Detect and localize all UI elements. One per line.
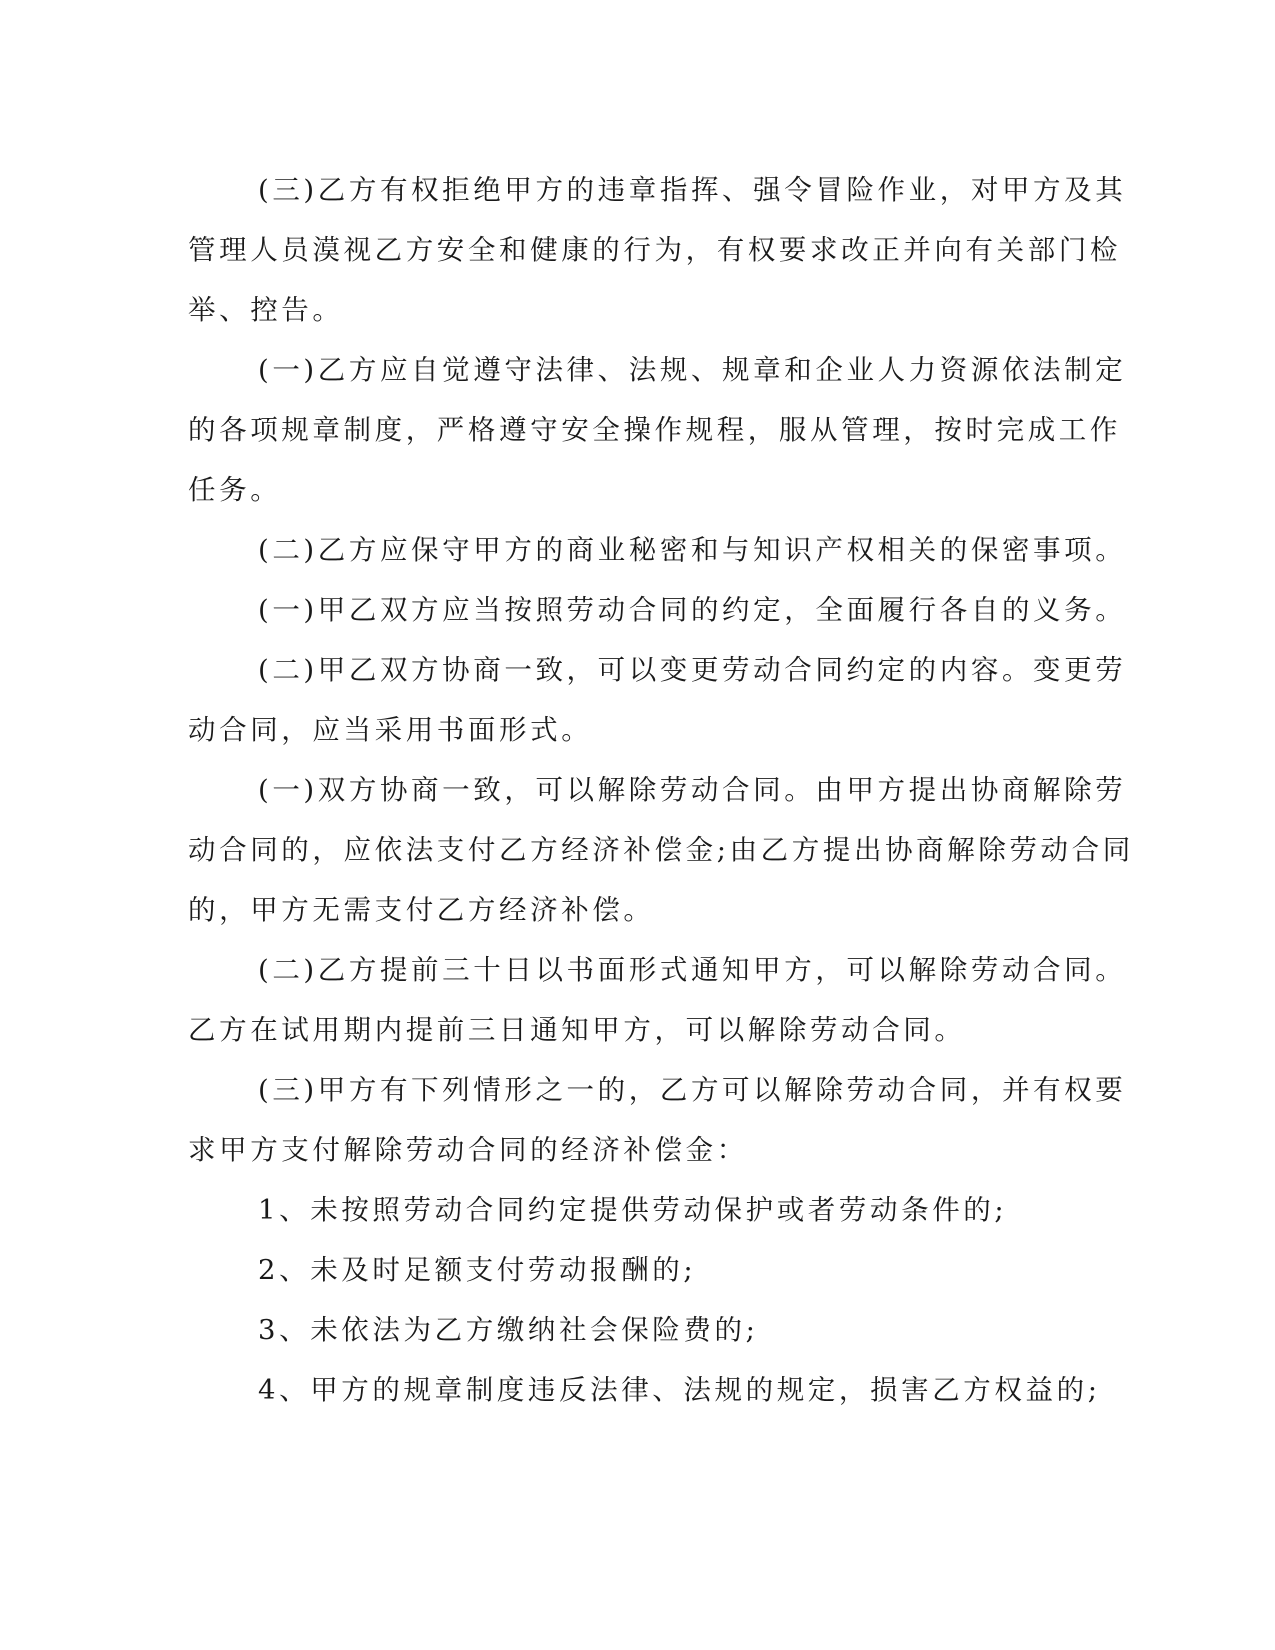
- paragraph-change-contract: [188, 640, 1127, 760]
- list-item-text: 4、甲方的规章制度违反法律、法规的规定，损害乙方权益的;: [258, 1374, 1101, 1406]
- paragraph-line: (二)乙方应保守甲方的商业秘密和与知识产权相关的保密事项。: [258, 534, 1127, 566]
- list-item-3: [188, 1300, 1058, 1360]
- paragraph-line: 求甲方支付解除劳动合同的经济补偿金：: [188, 1134, 748, 1166]
- paragraph-yi-notice-termination: [188, 940, 1127, 1060]
- paragraph-line: (二)乙方提前三十日以书面形式通知甲方，可以解除劳动合同。: [258, 954, 1127, 986]
- paragraph-line: (一)甲乙双方应当按照劳动合同的约定，全面履行各自的义务。: [258, 594, 1127, 626]
- paragraph-line: (一)双方协商一致，可以解除劳动合同。由甲方提出协商解除劳: [258, 774, 1127, 806]
- paragraph-line: 管理人员漠视乙方安全和健康的行为，有权要求改正并向有关部门检: [188, 234, 1121, 266]
- paragraph-yi-refuse-unsafe-orders: [188, 160, 1127, 340]
- paragraph-line: (一)乙方应自觉遵守法律、法规、规章和企业人力资源依法制定: [258, 354, 1127, 386]
- paragraph-line: 乙方在试用期内提前三日通知甲方，可以解除劳动合同。: [188, 1014, 966, 1046]
- paragraph-jia-fault-termination: [188, 1060, 1127, 1180]
- list-item-2: [188, 1240, 1058, 1300]
- paragraph-line: 动合同，应当采用书面形式。: [188, 714, 593, 746]
- paragraph-line: (三)甲方有下列情形之一的，乙方可以解除劳动合同，并有权要: [258, 1074, 1127, 1106]
- list-item-1: [188, 1180, 1058, 1240]
- paragraph-mutual-termination: [188, 760, 1134, 940]
- paragraph-line: (三)乙方有权拒绝甲方的违章指挥、强令冒险作业，对甲方及其: [258, 174, 1127, 206]
- paragraph-yi-obey-rules: [188, 340, 1127, 520]
- paragraph-line: 的各项规章制度，严格遵守安全操作规程，服从管理，按时完成工作: [188, 414, 1121, 446]
- paragraph-line: 动合同的，应依法支付乙方经济补偿金;由乙方提出协商解除劳动合同: [188, 834, 1134, 866]
- list-item-text: 2、未及时足额支付劳动报酬的;: [258, 1254, 697, 1286]
- list-item-4: [188, 1360, 1101, 1420]
- document-body: [188, 160, 1134, 1420]
- list-item-text: 1、未按照劳动合同约定提供劳动保护或者劳动条件的;: [258, 1194, 1008, 1226]
- paragraph-line: 的，甲方无需支付乙方经济补偿。: [188, 894, 655, 926]
- paragraph-line: 举、控告。: [188, 294, 344, 326]
- paragraph-both-perform-obligations: [188, 580, 1127, 640]
- paragraph-line: 任务。: [188, 474, 282, 506]
- paragraph-yi-keep-secrets: [188, 520, 1127, 580]
- paragraph-line: (二)甲乙双方协商一致，可以变更劳动合同约定的内容。变更劳: [258, 654, 1127, 686]
- list-item-text: 3、未依法为乙方缴纳社会保险费的;: [258, 1314, 759, 1346]
